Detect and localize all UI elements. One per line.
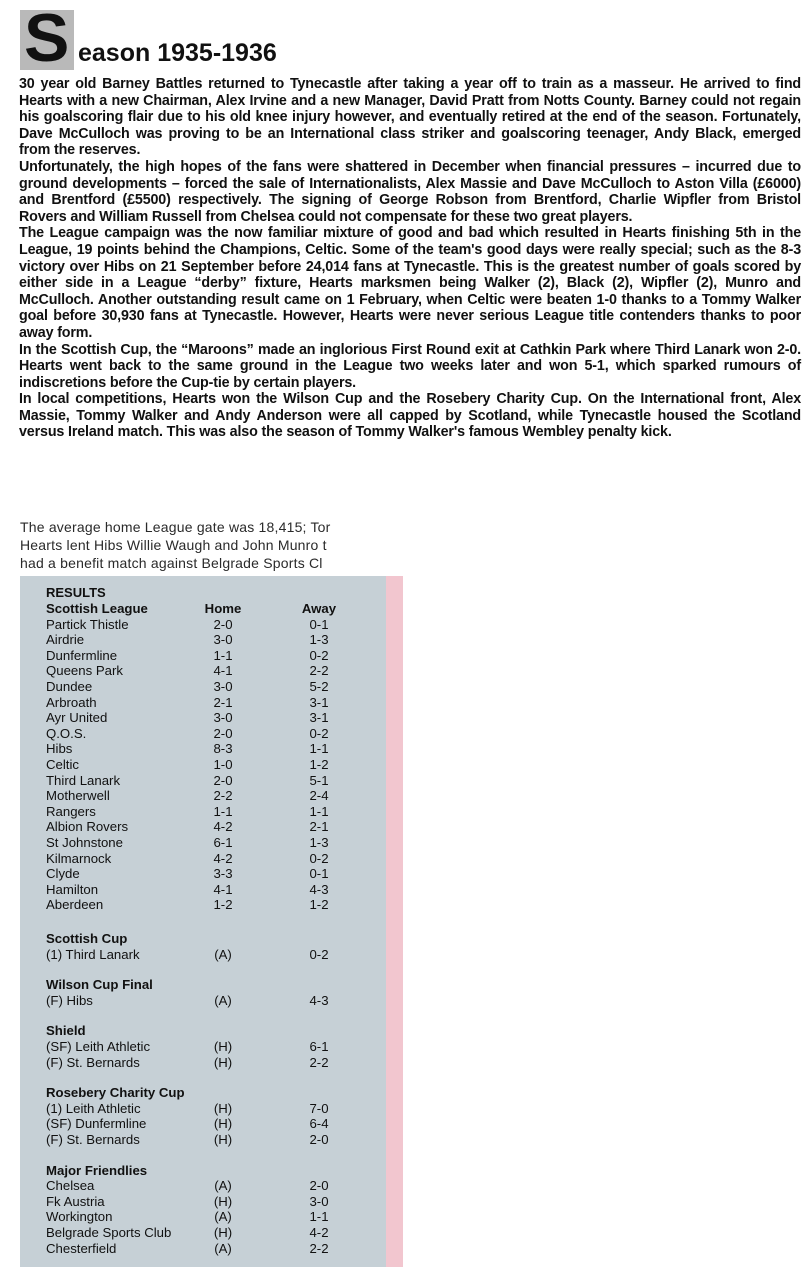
page-title: [78, 38, 277, 68]
away-score: 1-1: [309, 741, 329, 757]
venue: (H): [213, 1100, 233, 1116]
home-score: 2-1: [213, 694, 233, 710]
team-name: Airdrie: [46, 632, 85, 648]
team-name: Celtic: [46, 757, 79, 772]
article-paragraph: In the Scottish Cup, the “Maroons” made an inglorious First Round exit at Cathkin Park where Third Lanark won 2-0. Hearts went back to the same ground in the League two weeks later and won 5-1, which sparked rumours of indiscretions before the Cup-tie by certain players.: [19, 341, 801, 391]
away-score: 0-2: [309, 725, 329, 741]
team-name: Hibs: [46, 741, 73, 757]
fixture-name: (F) St. Bernards: [46, 1132, 140, 1147]
table-row: [46, 679, 376, 695]
score: 7-0: [309, 1100, 329, 1116]
table-row: [46, 1055, 376, 1071]
home-score: 1-1: [213, 803, 233, 819]
away-score: 3-1: [309, 710, 329, 726]
team-name: Rangers: [46, 803, 96, 819]
fixture-name: (1) Leith Athletic: [46, 1100, 141, 1116]
away-score: 2-1: [309, 819, 329, 835]
cup-section-title: Major Friendlies: [46, 1162, 148, 1178]
table-row: [46, 897, 376, 913]
away-score: 5-2: [309, 679, 329, 694]
venue: (H): [213, 1116, 233, 1132]
table-row: [46, 1225, 376, 1241]
team-name: Albion Rovers: [46, 819, 129, 835]
table-row: [46, 741, 376, 757]
table-row: [46, 663, 376, 679]
cup-section-title: Scottish Cup: [46, 931, 128, 946]
team-name: St Johnstone: [46, 835, 123, 850]
table-row: [46, 1194, 376, 1210]
venue: (H): [213, 1054, 233, 1070]
away-score: 0-2: [309, 850, 329, 866]
home-score: 2-0: [213, 616, 233, 632]
home-score: 1-1: [213, 647, 233, 663]
away-score: 0-2: [309, 647, 329, 663]
away-score: 4-3: [309, 881, 329, 897]
away-column-header: Away: [301, 601, 337, 616]
team-name: Dundee: [46, 679, 93, 694]
fixture-name: (SF) Dunfermline: [46, 1116, 147, 1132]
away-score: 0-1: [309, 616, 329, 632]
score: 0-2: [309, 946, 329, 962]
away-score: 1-2: [309, 757, 329, 772]
score: 6-4: [309, 1116, 329, 1132]
article-paragraph: The League campaign was the now familiar mixture of good and bad which resulted in Hearts finishing 5th in the League, 19 points behind the Champions, Celtic. Some of the team's good days were really special; such as the 8-3 victory over Hibs on 21 September before 24,014 fans at Tynecastle. This is the greatest number of goals scored by either side in a League “derby” fixture, Hearts marksmen being Walker (2), Black (2), Wipfler (2), Munro and McCulloch. Another outstanding result came on 1 February, when Celtic were beaten 1-0 thanks to a Tommy Walker goal before 30,930 fans at Tynecastle. However, Hearts were never serious League title contenders thanks to poor away form.: [19, 225, 801, 341]
home-score: 8-3: [213, 741, 233, 757]
table-row: [46, 1039, 376, 1055]
venue: (A): [214, 1178, 232, 1194]
page-title-text: eason 1935-1936: [78, 39, 277, 67]
table-row: [46, 1209, 376, 1225]
drop-cap-letter: S: [24, 0, 70, 76]
team-name: Ayr United: [46, 710, 108, 726]
team-name: Hamilton: [46, 881, 99, 897]
fixture-name: Belgrade Sports Club: [46, 1225, 172, 1240]
team-name: Q.O.S.: [46, 725, 87, 741]
table-row: [46, 1101, 376, 1117]
team-name: Arbroath: [46, 694, 97, 710]
home-score: 4-2: [213, 819, 233, 835]
league-title: Scottish League: [46, 601, 148, 616]
home-score: 6-1: [213, 835, 233, 850]
article-paragraph: 30 year old Barney Battles returned to Tynecastle after taking a year off to train as a masseur. He arrived to find Hearts with a new Chairman, Alex Irvine and a new Manager, David Pratt from Notts County. Barney could not regain his goalscoring flair due to his old knee injury however, and eventually retired at the end of the season. Fortunately, Dave McCulloch was proving to be an International class striker and goalscoring teenager, Andy Black, emerged from the reserves.: [19, 76, 801, 159]
team-name: Kilmarnock: [46, 850, 112, 866]
fixture-name: Chesterfield: [46, 1240, 117, 1256]
score: 4-3: [309, 992, 329, 1008]
home-score: 2-0: [213, 725, 233, 741]
home-score: 4-2: [213, 850, 233, 866]
home-score: 2-0: [213, 772, 233, 788]
score: 2-0: [309, 1178, 329, 1194]
table-row: [46, 632, 376, 648]
away-score: 2-4: [309, 788, 329, 804]
fixture-name: (1) Third Lanark: [46, 946, 140, 962]
fixture-name: (F) Hibs: [46, 992, 93, 1008]
fixture-name: Fk Austria: [46, 1193, 105, 1209]
home-column-header: Home: [204, 601, 242, 616]
faded-line: had a benefit match against Belgrade Sports Cl: [20, 555, 323, 571]
table-row: [46, 819, 376, 835]
results-panel-edge: [386, 576, 403, 1267]
table-row: [46, 993, 376, 1009]
fixture-name: Chelsea: [46, 1178, 95, 1194]
table-row: [46, 788, 376, 804]
team-name: Partick Thistle: [46, 616, 129, 632]
venue: (A): [214, 946, 232, 962]
score: 2-0: [309, 1132, 329, 1147]
team-name: Motherwell: [46, 788, 110, 804]
table-row: [46, 851, 376, 867]
away-score: 3-1: [309, 694, 329, 710]
venue: (A): [214, 1209, 232, 1225]
score: 4-2: [309, 1225, 329, 1240]
table-row: [46, 648, 376, 664]
team-name: Third Lanark: [46, 772, 121, 788]
venue: (H): [213, 1225, 233, 1240]
table-row: [46, 617, 376, 633]
away-score: 0-1: [309, 866, 329, 882]
table-row: [46, 1178, 376, 1194]
home-score: 3-0: [213, 710, 233, 726]
away-score: 2-2: [309, 663, 329, 679]
score: 6-1: [309, 1039, 329, 1054]
venue: (H): [213, 1039, 233, 1054]
faded-line: The average home League gate was 18,415; Tor: [20, 519, 331, 535]
table-row: [46, 804, 376, 820]
table-row: [46, 866, 376, 882]
home-score: 3-0: [213, 632, 233, 648]
home-score: 4-1: [213, 881, 233, 897]
cup-section-title: Rosebery Charity Cup: [46, 1085, 185, 1101]
venue: (A): [214, 1240, 232, 1256]
faded-continuation-text: [20, 518, 410, 572]
venue: (A): [214, 992, 232, 1008]
score: 3-0: [309, 1193, 329, 1209]
home-score: 2-2: [213, 788, 233, 804]
cup-section-title: Shield: [46, 1023, 86, 1039]
venue: (H): [213, 1193, 233, 1209]
table-row: [46, 757, 376, 773]
table-row: [46, 1116, 376, 1132]
fixture-name: (F) St. Bernards: [46, 1054, 140, 1070]
faded-line: Hearts lent Hibs Willie Waugh and John Munro t: [20, 537, 327, 553]
table-row: [46, 835, 376, 851]
home-score: 4-1: [213, 663, 233, 679]
team-name: Clyde: [46, 866, 80, 882]
home-score: 1-0: [213, 757, 233, 772]
score: 2-2: [309, 1054, 329, 1070]
table-row: [46, 1132, 376, 1148]
score: 1-1: [309, 1209, 329, 1225]
away-score: 5-1: [309, 772, 329, 788]
venue: (H): [213, 1132, 233, 1147]
team-name: Queens Park: [46, 663, 123, 679]
results-heading: RESULTS: [46, 585, 106, 600]
table-row: [46, 695, 376, 711]
away-score: 1-1: [309, 803, 329, 819]
league-header-row: [46, 601, 376, 617]
away-score: 1-3: [309, 835, 329, 850]
away-score: 1-2: [309, 897, 329, 913]
article-paragraph: Unfortunately, the high hopes of the fans were shattered in December when financial pressures – incurred due to ground developments – forced the sale of Internationalists, Alex Massie and Dave McCulloch to Aston Villa (£6000) and Brentford (£5500) respectively. The signing of George Robson from Brentford, Charlie Wipfler from Bristol Rovers and William Russell from Chelsea could not compensate for these two great players.: [19, 158, 801, 225]
table-row: [46, 947, 376, 963]
table-row: [46, 726, 376, 742]
fixture-name: Workington: [46, 1209, 113, 1225]
table-row: [46, 1241, 376, 1257]
table-row: [46, 710, 376, 726]
team-name: Aberdeen: [46, 897, 104, 913]
home-score: 3-0: [213, 679, 233, 694]
team-name: Dunfermline: [46, 647, 118, 663]
table-row: [46, 882, 376, 898]
table-row: [46, 773, 376, 789]
home-score: 3-3: [213, 866, 233, 882]
score: 2-2: [309, 1240, 329, 1256]
home-score: 1-2: [213, 897, 233, 913]
article-body: [19, 76, 801, 441]
article-paragraph: In local competitions, Hearts won the Wilson Cup and the Rosebery Charity Cup. On the International front, Alex Massie, Tommy Walker and Andy Anderson were all capped by Scotland, while Tynecastle housed the Scotland versus Ireland match. This was also the season of Tommy Walker's famous Wembley penalty kick.: [19, 391, 801, 441]
cup-section-title: Wilson Cup Final: [46, 977, 153, 993]
fixture-name: (SF) Leith Athletic: [46, 1039, 151, 1054]
away-score: 1-3: [309, 632, 329, 648]
